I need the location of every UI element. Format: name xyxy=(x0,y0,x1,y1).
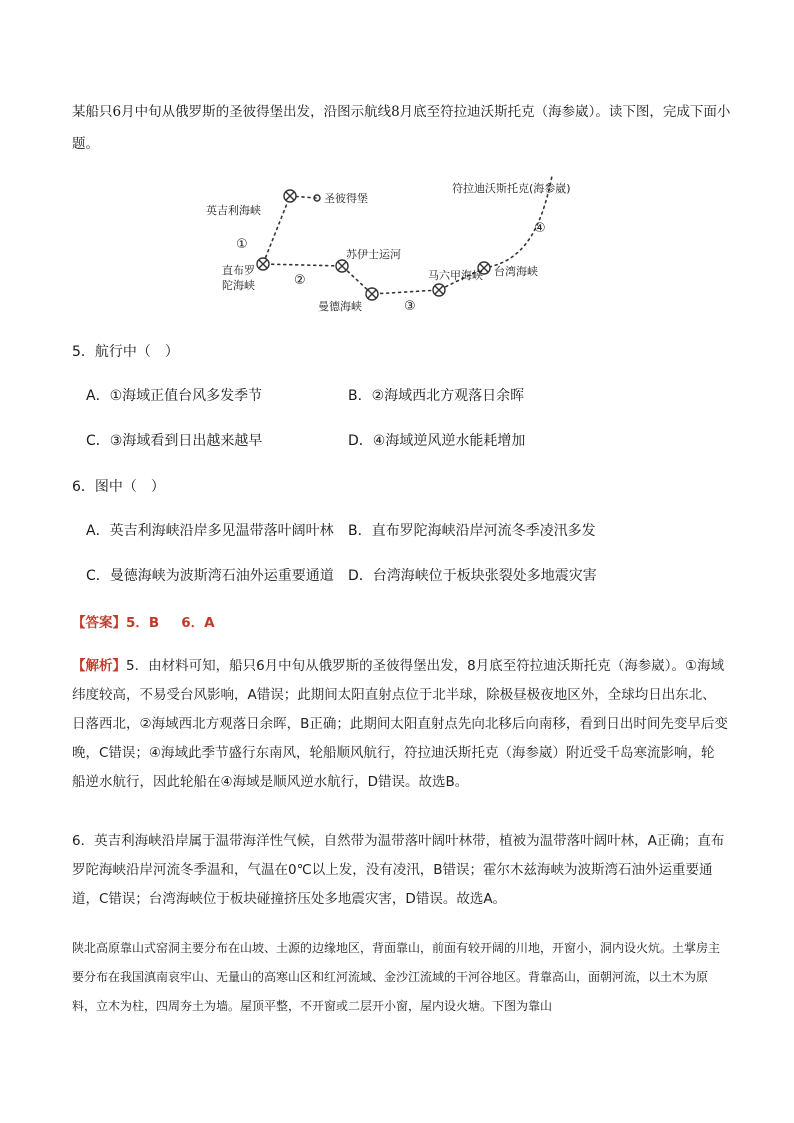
question-5-stem: 5．航行中（ ） xyxy=(72,344,179,360)
q5-option-c: C．③海域看到日出越来越早 xyxy=(86,433,263,449)
answer-line xyxy=(72,611,215,631)
answer-6: 6．A xyxy=(181,615,215,631)
segment-2: ② xyxy=(294,273,306,288)
segment-3: ③ xyxy=(404,299,416,312)
english-channel-marker xyxy=(284,190,296,202)
q6-option-b: B．直布罗陀海峡沿岸河流冬季凌汛多发 xyxy=(348,523,596,539)
next-passage: 陕北高原靠山式窑洞主要分布在山坡、土源的边缘地区，背面靠山，前面有较开阔的川地，开窗小，洞内设火炕。土掌房主要分布在我国滇南哀牢山、无量山的高寒山区和红河流域、金沙江流域的干河谷地区。背靠高山，面朝河流，以土木为原料，立木为柱，四周夯土为墙。屋顶平整，不开窗或二层开小窗，屋内设火塘。下图为靠山 xyxy=(72,941,721,1013)
intro-text: 某船只6月中旬从俄罗斯的圣彼得堡出发，沿图示航线8月底至符拉迪沃斯托克（海参崴）。读下图，完成下面小题。 xyxy=(72,104,731,152)
suez-marker xyxy=(336,260,348,272)
segment-4: ④ xyxy=(534,221,546,236)
q6-option-d: D．台湾海峡位于板块张裂处多地震灾害 xyxy=(348,568,597,584)
q5-option-b: B．②海域西北方观落日余晖 xyxy=(348,388,525,404)
answer-5: 5．B xyxy=(126,615,160,631)
q5-option-a: A．①海域正值台风多发季节 xyxy=(86,388,263,404)
q6-option-c: C．曼德海峡为波斯湾石油外运重要通道 xyxy=(86,568,334,584)
analysis-5-text: 5．由材料可知，船只6月中旬从俄罗斯的圣彼得堡出发，8月底至符拉迪沃斯托克（海参崴）。①海域纬度较高，不易受台风影响，A错误；此期间太阳直射点位于北半球，除极昼极夜地区外，全球均日出东北、日落西北，②海域西北方观落日余晖，B正确；此期间太阳直射点先向北移后向南移，看到日出时间先变早后变晚，C错误；④海域此季节盛行东南风，轮船顺风航行，符拉迪沃斯托克（海参崴）附近受千岛寒流影响，轮船逆水航行，因此轮船在④海域是顺风逆水航行，D错误。故选B。 xyxy=(72,658,728,790)
label-malacca: 马六甲海峡 xyxy=(428,269,483,282)
label-gibraltar-2: 陀海峡 xyxy=(222,279,255,292)
label-taiwan: 台湾海峡 xyxy=(494,265,538,278)
segment-1: ① xyxy=(236,237,248,252)
q6-option-a: A．英吉利海峡沿岸多见温带落叶阔叶林 xyxy=(86,523,334,539)
route-map xyxy=(190,176,610,312)
label-english-channel: 英吉利海峡 xyxy=(206,204,261,217)
bab-el-mandeb-marker xyxy=(366,288,378,300)
label-gibraltar-1: 直布罗 xyxy=(222,264,255,277)
analysis-6: 6．英吉利海峡沿岸属于温带海洋性气候，自然带为温带落叶阔叶林带，植被为温带落叶阔叶林，A正确；直布罗陀海峡沿岸河流冬季温和，气温在0℃以上发，没有凌汛，B错误；霍尔木兹海峡为波斯湾石油外运重要通道，C错误；台湾海峡位于板块碰撞挤压处多地震灾害，D错误。故选A。 xyxy=(72,833,725,907)
answer-tag: 【答案】 xyxy=(72,615,126,631)
q5-option-d: D．④海域逆风逆水能耗增加 xyxy=(348,433,526,449)
malacca-marker xyxy=(433,284,445,296)
gibraltar-marker xyxy=(257,258,269,270)
question-6-stem: 6．图中（ ） xyxy=(72,479,165,495)
label-bab-el-mandeb: 曼德海峡 xyxy=(318,300,362,312)
label-vladivostok: 符拉迪沃斯托克(海参崴) xyxy=(452,182,571,195)
label-st-petersburg: 圣彼得堡 xyxy=(324,192,368,205)
analysis-tag: 【解析】 xyxy=(72,658,126,674)
label-suez: 苏伊士运河 xyxy=(346,248,401,261)
analysis-5 xyxy=(72,652,728,797)
